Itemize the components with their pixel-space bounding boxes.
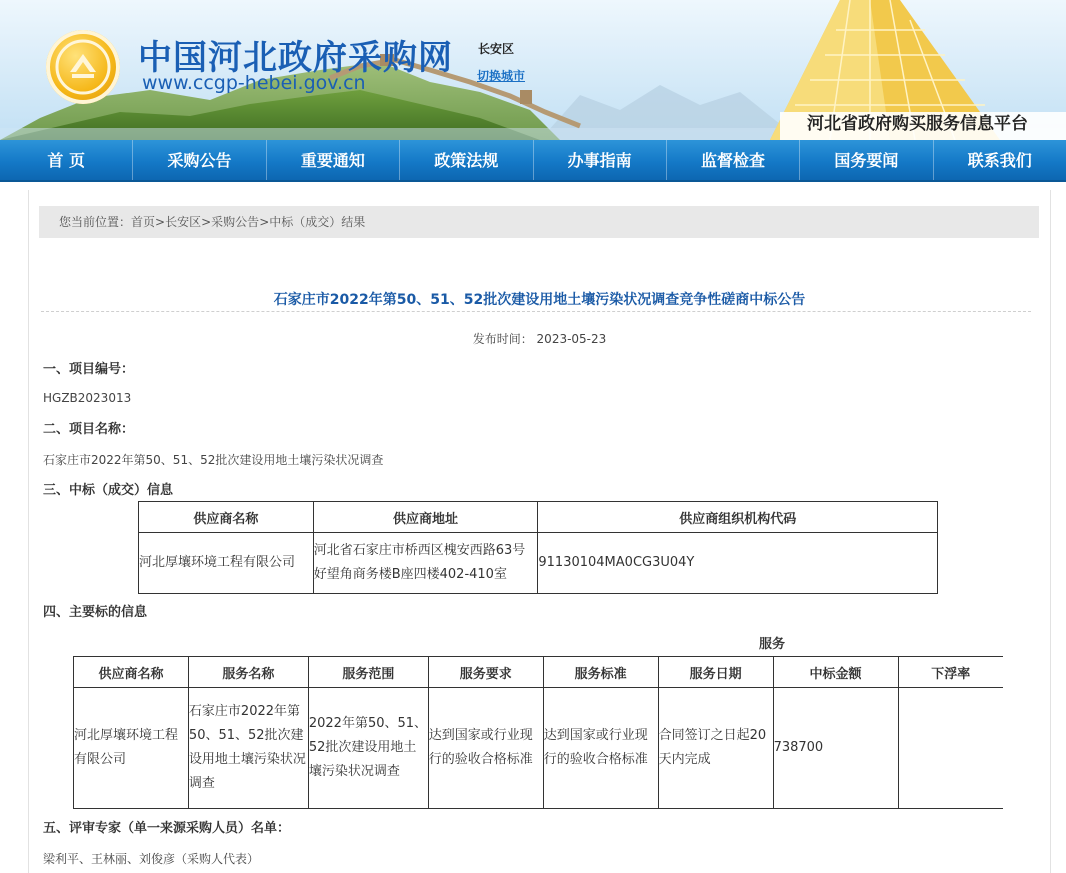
publish-label: 发布时间：	[472, 332, 533, 346]
col-supplier-address: 供应商地址	[313, 502, 538, 533]
project-name: 石家庄市2022年第50、51、52批次建设用地土壤污染状况调查	[43, 453, 384, 467]
logo-emblem-icon	[46, 30, 120, 104]
section-project-no: 一、项目编号：	[43, 362, 135, 377]
nav-contact[interactable]: 联系我们	[967, 151, 1032, 170]
col-supplier-name: 供应商名称	[139, 502, 314, 533]
cell-supplier-name: 河北厚壤环境工程有限公司	[139, 533, 314, 594]
nav-home[interactable]: 首 页	[0, 140, 133, 180]
platform-name: 河北省政府购买服务信息平台	[807, 114, 1028, 134]
switch-city-link[interactable]: 切换城市	[477, 69, 526, 83]
col-supplier-name: 供应商名称	[74, 657, 189, 688]
cell-service-name: 石家庄市2022年第50、51、52批次建设用地土壤污染状况调查	[188, 688, 308, 809]
breadcrumb-home[interactable]: 首页	[131, 215, 156, 229]
table-header-row	[74, 657, 1004, 688]
service-label: 服务	[759, 637, 786, 652]
section-winner-info: 三、中标（成交）信息	[43, 483, 174, 498]
col-service-standard: 服务标准	[543, 657, 658, 688]
publish-time	[29, 330, 1050, 347]
col-discount-rate: 下浮率	[898, 657, 1003, 688]
title-divider	[41, 311, 1031, 312]
publish-date: 2023-05-23	[536, 332, 607, 346]
winner-table	[138, 501, 938, 594]
col-supplier-code: 供应商组织机构代码	[538, 502, 938, 533]
cell-supplier-address: 河北省石家庄市桥西区槐安西路63号好望角商务楼B座四楼402-410室	[313, 533, 538, 594]
service-table	[73, 656, 1003, 809]
cell-discount-rate	[898, 688, 1003, 809]
nav-state-news[interactable]: 国务要闻	[800, 140, 933, 180]
breadcrumb	[39, 206, 1039, 238]
article-title: 石家庄市2022年第50、51、52批次建设用地土壤污染状况调查竞争性磋商中标公告	[273, 292, 806, 308]
breadcrumb-region[interactable]: 长安区	[165, 215, 202, 229]
section-experts: 五、评审专家（单一来源采购人员）名单：	[43, 821, 291, 836]
breadcrumb-prefix: 您当前位置：	[59, 215, 132, 229]
nav-procurement-notice[interactable]: 采购公告	[133, 140, 266, 180]
breadcrumb-current[interactable]: 中标（成交）结果	[269, 215, 366, 229]
cell-supplier-code: 91130104MA0CG3U04Y	[538, 533, 938, 594]
section-main-items: 四、主要标的信息	[43, 605, 148, 620]
site-title: 中国河北政府采购网	[138, 38, 453, 78]
cell-bid-amount: 738700	[773, 688, 898, 809]
cell-supplier-name: 河北厚壤环境工程有限公司	[74, 688, 189, 809]
site-logo[interactable]	[46, 30, 120, 104]
col-service-date: 服务日期	[658, 657, 773, 688]
col-service-scope: 服务范围	[308, 657, 428, 688]
expert-list: 梁利平、王林丽、刘俊彦（采购人代表）	[43, 852, 260, 866]
col-service-name: 服务名称	[188, 657, 308, 688]
breadcrumb-sep: >	[155, 215, 166, 229]
main-nav	[0, 140, 1066, 182]
site-url: www.ccgp-hebei.gov.cn	[142, 72, 366, 94]
nav-policies[interactable]: 政策法规	[400, 140, 533, 180]
breadcrumb-sep: >	[201, 215, 212, 229]
nav-guide[interactable]: 办事指南	[534, 140, 667, 180]
cell-service-date: 合同签订之日起20天内完成	[658, 688, 773, 809]
col-service-requirement: 服务要求	[428, 657, 543, 688]
col-bid-amount: 中标金额	[773, 657, 898, 688]
content-panel	[28, 190, 1051, 873]
project-no: HGZB2023013	[43, 391, 132, 405]
site-header	[0, 0, 1066, 140]
nav-important-notice[interactable]: 重要通知	[267, 140, 400, 180]
cell-service-standard: 达到国家或行业现行的验收合格标准	[543, 688, 658, 809]
breadcrumb-sep: >	[259, 215, 270, 229]
cell-service-scope: 2022年第50、51、52批次建设用地土壤污染状况调查	[308, 688, 428, 809]
table-header-row	[139, 502, 938, 533]
table-row	[74, 688, 1004, 809]
cell-service-requirement: 达到国家或行业现行的验收合格标准	[428, 688, 543, 809]
current-region: 长安区	[478, 42, 515, 56]
section-project-name: 二、项目名称：	[43, 422, 135, 437]
breadcrumb-procurement[interactable]: 采购公告	[211, 215, 260, 229]
table-row	[139, 533, 938, 594]
nav-supervision[interactable]: 监督检查	[667, 140, 800, 180]
